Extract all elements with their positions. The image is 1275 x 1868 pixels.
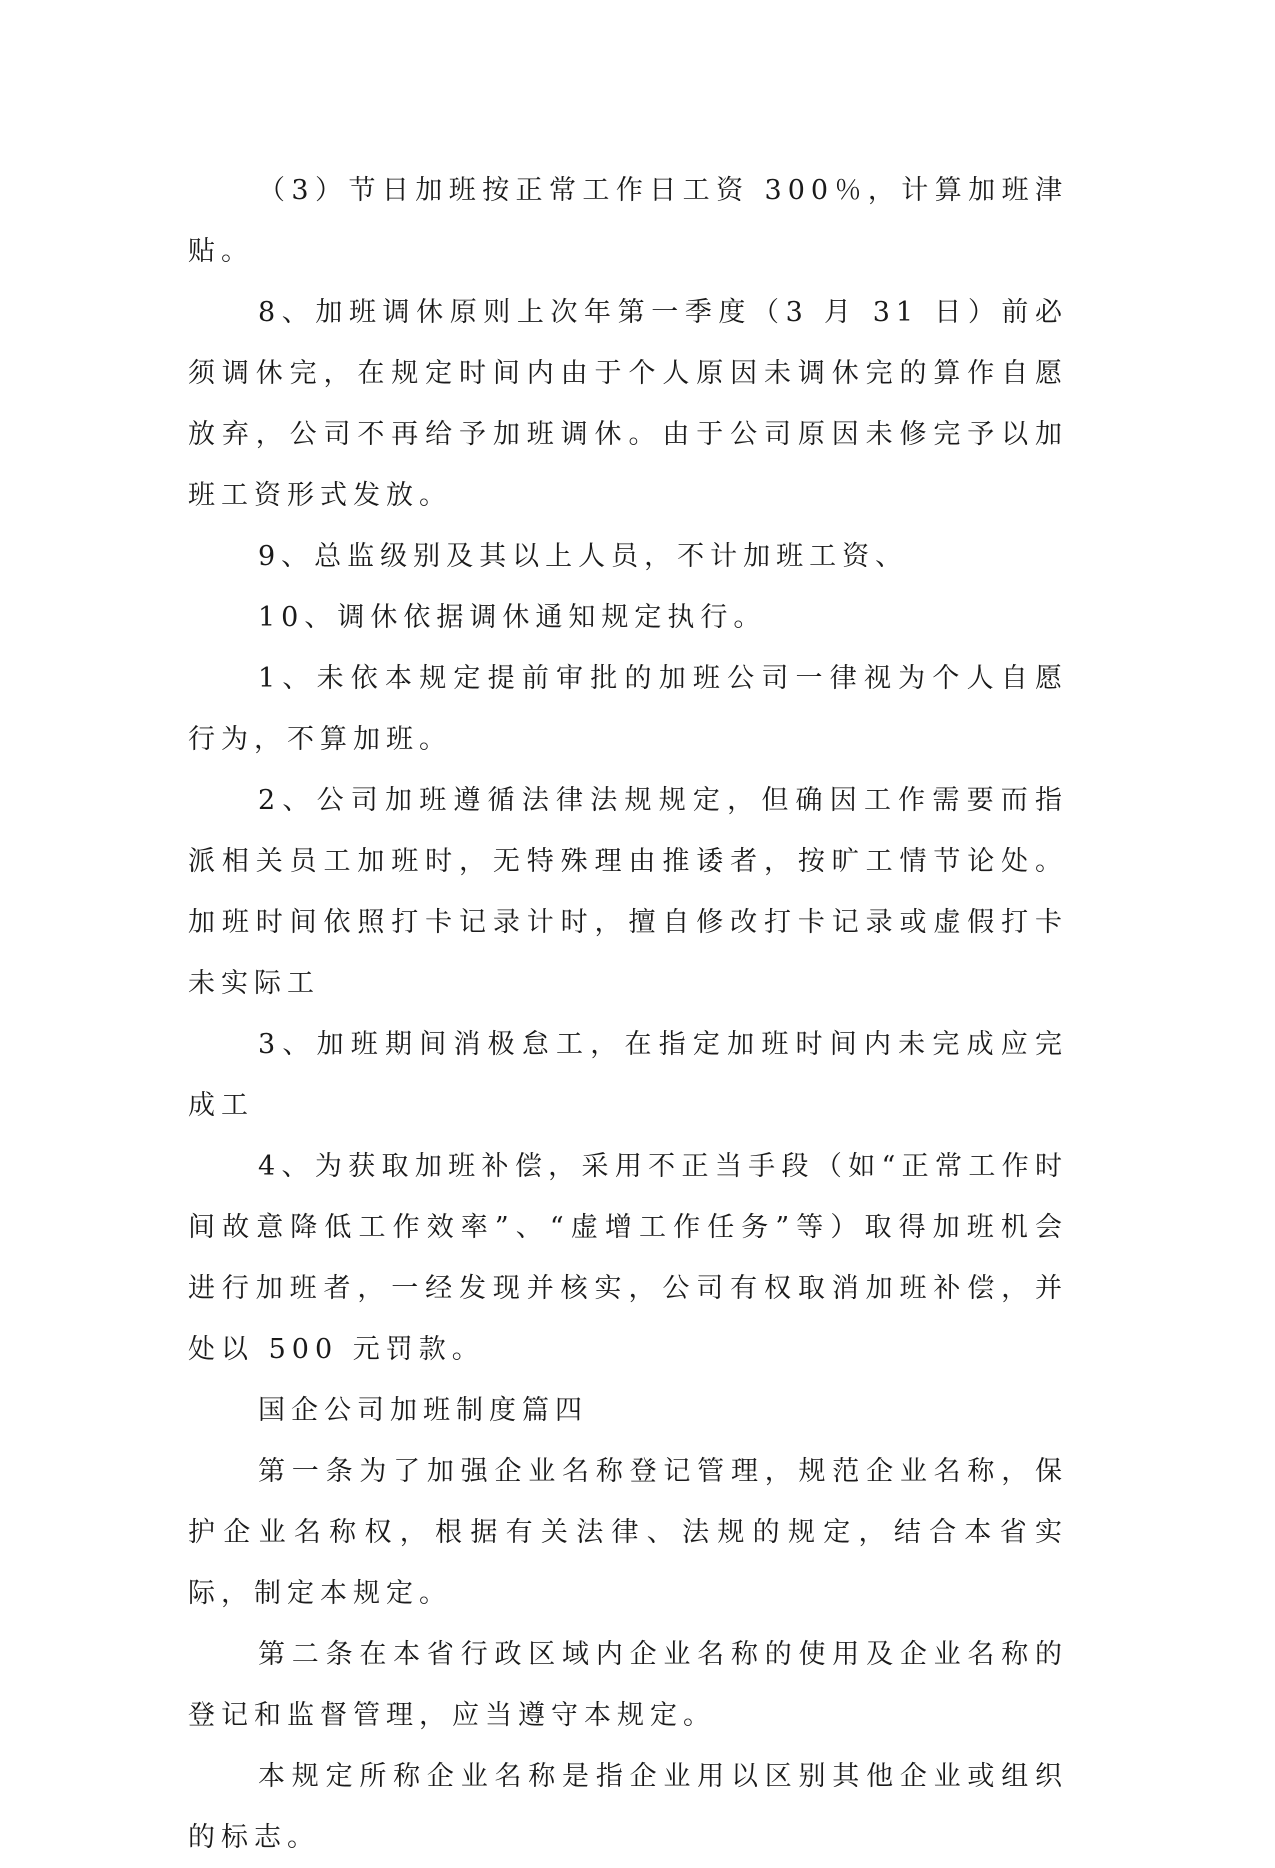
paragraph-director-level: 9、总监级别及其以上人员，不计加班工资、 <box>258 541 909 572</box>
paragraph-legal-compliance: 2、公司加班遵循法律法规规定，但确因工作需要而指派相关员工加班时，无特殊理由推诿者，按旷工情节论处。加班时间依照打卡记录计时，擅自修改打卡记录或虚假打卡未实际工 <box>188 785 1068 999</box>
paragraph-holiday-overtime: （3）节日加班按正常工作日工资 300％，计算加班津贴。 <box>188 175 1068 267</box>
document-body <box>188 160 1068 1868</box>
paragraph-article-two: 第二条在本省行政区域内企业名称的使用及企业名称的登记和监督管理，应当遵守本规定。 <box>188 1639 1068 1731</box>
paragraph-improper-means: 4、为获取加班补偿，采用不正当手段（如“正常工作时间故意降低工作效率”、“虚增工作任务”等）取得加班机会进行加班者，一经发现并核实，公司有权取消加班补偿，并处以 500 元罚款。 <box>188 1151 1068 1365</box>
paragraph-unapproved-overtime: 1、未依本规定提前审批的加班公司一律视为个人自愿行为，不算加班。 <box>188 663 1068 755</box>
paragraph-definition: 本规定所称企业名称是指企业用以区别其他企业或组织的标志。 <box>188 1761 1068 1853</box>
paragraph-leave-notice: 10、调休依据调休通知规定执行。 <box>258 602 767 633</box>
paragraph-article-one: 第一条为了加强企业名称登记管理，规范企业名称，保护企业名称权，根据有关法律、法规的规定，结合本省实际，制定本规定。 <box>188 1456 1068 1609</box>
paragraph-passive-work: 3、加班期间消极怠工，在指定加班时间内未完成应完成工 <box>188 1029 1068 1121</box>
section-heading: 国企公司加班制度篇四 <box>258 1395 588 1426</box>
paragraph-compensatory-leave-rule: 8、加班调休原则上次年第一季度（3 月 31 日）前必须调休完，在规定时间内由于个人原因未调休完的算作自愿放弃，公司不再给予加班调休。由于公司原因未修完予以加班工资形式发放。 <box>188 297 1068 511</box>
